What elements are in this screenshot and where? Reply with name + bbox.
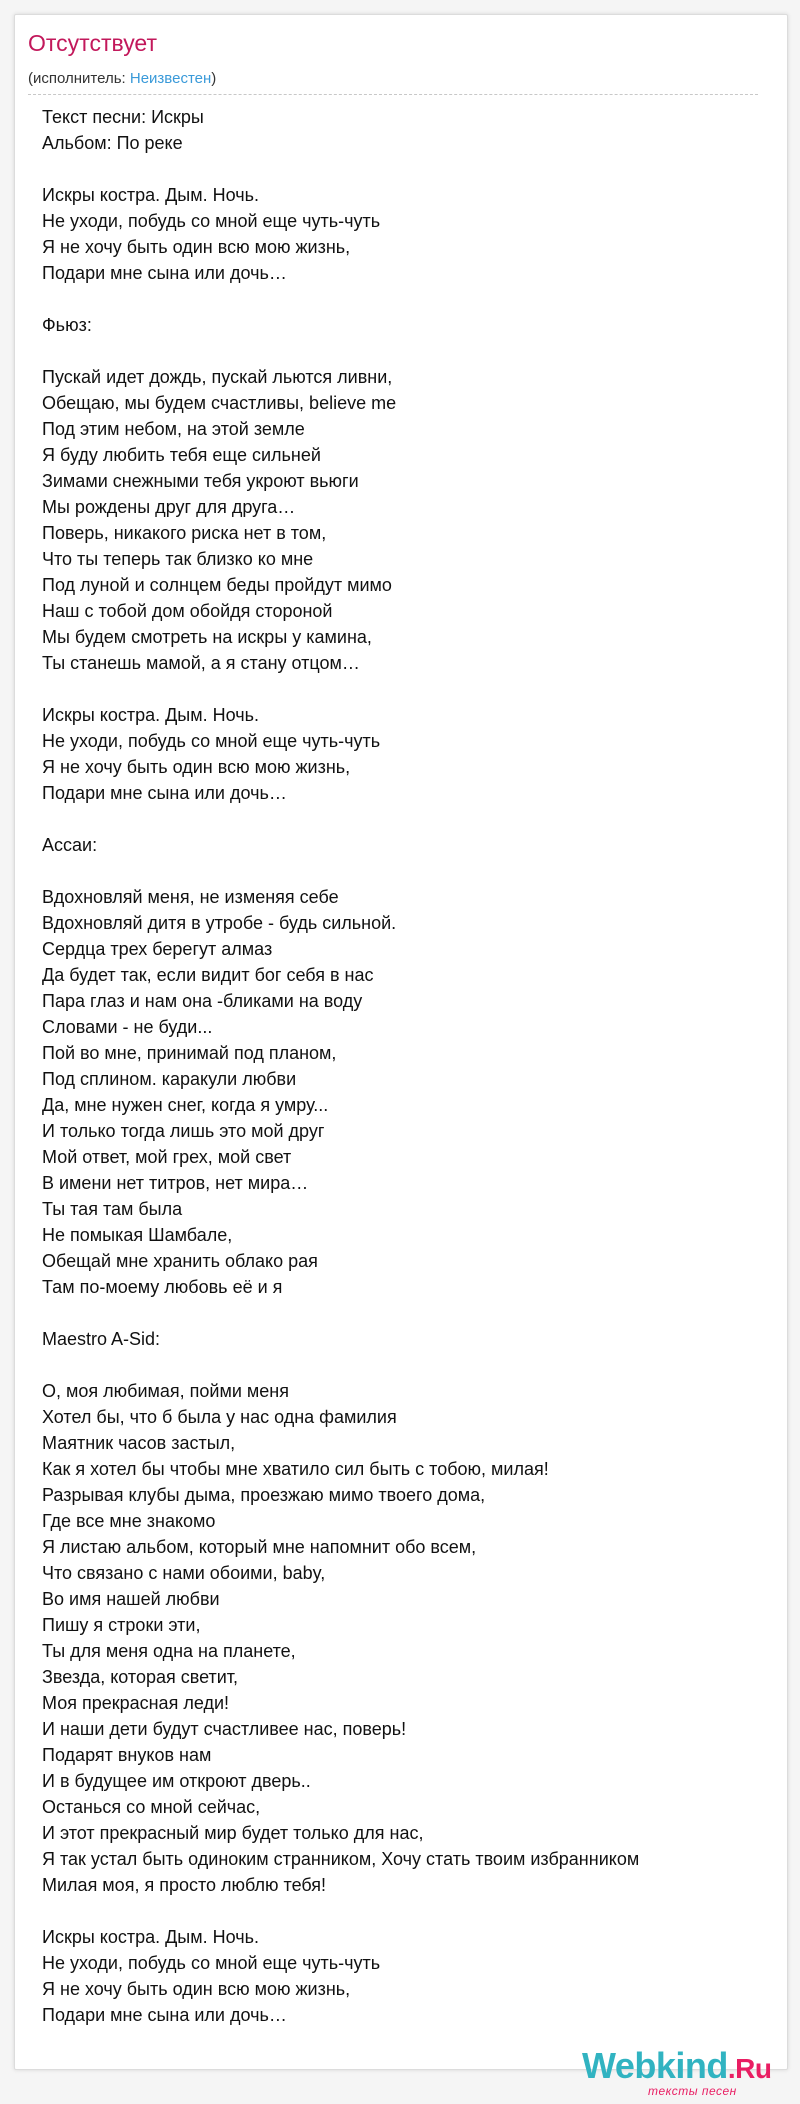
lyric-line: Maestro A-Sid: xyxy=(42,1329,161,1349)
logo-tld: .Ru xyxy=(727,2053,772,2084)
lyric-line: Ты для меня одна на планете, xyxy=(42,1641,296,1661)
lyric-line: Искры костра. Дым. Ночь. xyxy=(42,705,259,725)
lyric-line: Пишу я строки эти, xyxy=(42,1615,201,1635)
header-divider xyxy=(28,94,758,95)
lyric-line: Хотел бы, что б была у нас одна фамилия xyxy=(42,1407,397,1427)
lyric-line: Что ты теперь так близко ко мне xyxy=(42,549,314,569)
lyric-line: Там по-моему любовь её и я xyxy=(42,1277,283,1297)
lyric-line: Ты тая там была xyxy=(42,1199,183,1219)
lyric-line: Маятник часов застыл, xyxy=(42,1433,236,1453)
lyric-line: Я буду любить тебя еще сильней xyxy=(42,445,321,465)
lyric-line: Под этим небом, на этой земле xyxy=(42,419,305,439)
lyric-line: Поверь, никакого риска нет в том, xyxy=(42,523,327,543)
lyric-line: Не уходи, побудь со мной еще чуть-чуть xyxy=(42,731,381,751)
lyric-line: Ты станешь мамой, а я стану отцом… xyxy=(42,653,360,673)
lyric-line: Фьюз: xyxy=(42,315,92,335)
artist-line xyxy=(28,69,216,89)
logo-wordmark xyxy=(582,2046,771,2089)
lyric-line: Моя прекрасная леди! xyxy=(42,1693,229,1713)
lyric-line: Подари мне сына или дочь… xyxy=(42,263,287,283)
lyric-line: Да будет так, если видит бог себя в нас xyxy=(42,965,374,985)
lyric-line: Во имя нашей любви xyxy=(42,1589,220,1609)
lyric-line: И наши дети будут счастливее нас, поверь! xyxy=(42,1719,407,1739)
lyric-line: Искры костра. Дым. Ночь. xyxy=(42,185,259,205)
lyric-line: Пой во мне, принимай под планом, xyxy=(42,1043,337,1063)
lyric-line: Подари мне сына или дочь… xyxy=(42,783,287,803)
artist-suffix: ) xyxy=(211,70,217,87)
lyric-line: Сердца трех берегут алмаз xyxy=(42,939,273,959)
lyric-line: Что связано с нами обоими, baby, xyxy=(42,1563,326,1583)
lyric-line xyxy=(42,858,762,884)
lyric-line xyxy=(42,1352,762,1378)
artist-prefix: (исполнитель: xyxy=(28,70,130,87)
lyric-line: Наш с тобой дом обойдя стороной xyxy=(42,601,333,621)
lyric-line: Подари мне сына или дочь… xyxy=(42,2005,287,2025)
lyric-line: В имени нет титров, нет мира… xyxy=(42,1173,309,1193)
lyric-line: Не помыкая Шамбале, xyxy=(42,1225,233,1245)
lyric-line: Мы будем смотреть на искры у камина, xyxy=(42,627,372,647)
lyric-line: Разрывая клубы дыма, проезжаю мимо твоего дома, xyxy=(42,1485,486,1505)
logo-brand: Webkind xyxy=(582,2045,728,2086)
lyric-line: Подарят внуков нам xyxy=(42,1745,212,1765)
lyric-line: Обещай мне хранить облако рая xyxy=(42,1251,318,1271)
lyric-line: Я не хочу быть один всю мою жизнь, xyxy=(42,757,351,777)
lyric-line: Зимами снежными тебя укроют вьюги xyxy=(42,471,359,491)
lyric-line xyxy=(42,156,762,182)
lyric-line: О, моя любимая, пойми меня xyxy=(42,1381,289,1401)
lyric-line: Я не хочу быть один всю мою жизнь, xyxy=(42,237,351,257)
lyric-line: Где все мне знакомо xyxy=(42,1511,216,1531)
lyric-line: Под луной и солнцем беды пройдут мимо xyxy=(42,575,392,595)
lyric-line: Словами - не буди... xyxy=(42,1017,213,1037)
lyric-line: Я листаю альбом, который мне напомнит обо всем, xyxy=(42,1537,477,1557)
lyric-line: Мой ответ, мой грех, мой свет xyxy=(42,1147,292,1167)
lyric-line: Милая моя, я просто люблю тебя! xyxy=(42,1875,327,1895)
lyric-line: И этот прекрасный мир будет только для нас, xyxy=(42,1823,424,1843)
site-logo[interactable] xyxy=(582,2046,772,2104)
lyric-line: Мы рождены друг для друга… xyxy=(42,497,296,517)
lyric-line: Под сплином. каракули любви xyxy=(42,1069,297,1089)
lyric-line: Останься со мной сейчас, xyxy=(42,1797,261,1817)
lyric-line: Альбом: По реке xyxy=(42,133,183,153)
lyric-line: Не уходи, побудь со мной еще чуть-чуть xyxy=(42,211,381,231)
lyric-line: Пара глаз и нам она -бликами на воду xyxy=(42,991,363,1011)
lyric-line xyxy=(42,1898,762,1924)
lyrics-block xyxy=(42,104,762,2028)
lyric-line xyxy=(42,806,762,832)
lyric-line: Да, мне нужен снег, когда я умру... xyxy=(42,1095,329,1115)
song-title: Отсутствует xyxy=(28,30,157,56)
lyric-line: Не уходи, побудь со мной еще чуть-чуть xyxy=(42,1953,381,1973)
lyric-line: И только тогда лишь это мой друг xyxy=(42,1121,325,1141)
lyric-line xyxy=(42,676,762,702)
lyric-line: Обещаю, мы будем счастливы, believe me xyxy=(42,393,397,413)
lyric-line: Я не хочу быть один всю мою жизнь, xyxy=(42,1979,351,1999)
lyric-line: Вдохновляй меня, не изменяя себе xyxy=(42,887,339,907)
lyric-line: Искры костра. Дым. Ночь. xyxy=(42,1927,259,1947)
lyric-line: Звезда, которая светит, xyxy=(42,1667,239,1687)
lyric-line: Вдохновляй дитя в утробе - будь сильной. xyxy=(42,913,397,933)
lyric-line: Ассаи: xyxy=(42,835,98,855)
lyric-line: Как я хотел бы чтобы мне хватило сил быть с тобою, милая! xyxy=(42,1459,549,1479)
logo-tagline: тексты песен xyxy=(648,2084,737,2098)
lyric-line xyxy=(42,338,762,364)
artist-link[interactable]: Неизвестен xyxy=(129,70,212,87)
lyric-line: Текст песни: Искры xyxy=(42,107,204,127)
lyric-line: И в будущее им откроют дверь.. xyxy=(42,1771,311,1791)
lyric-line: Я так устал быть одиноким странником, Хочу стать твоим избранником xyxy=(42,1849,640,1869)
lyric-line xyxy=(42,286,762,312)
lyric-line: Пускай идет дождь, пускай льются ливни, xyxy=(42,367,393,387)
lyric-line xyxy=(42,1300,762,1326)
